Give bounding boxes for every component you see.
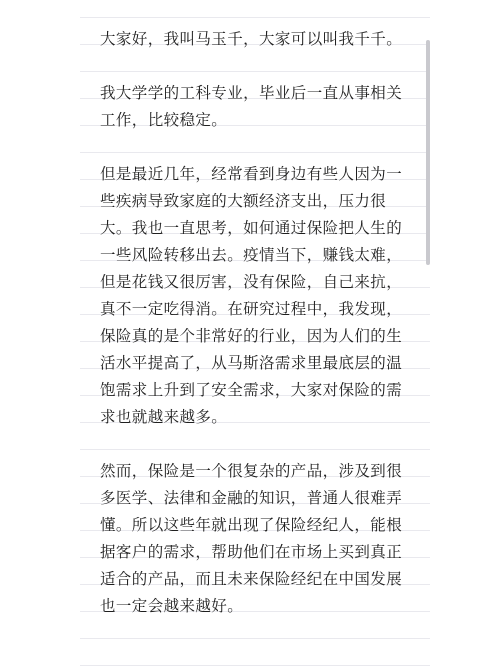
note-paragraph-intro: 大家好，我叫马玉千，大家可以叫我千千。	[100, 30, 403, 48]
note-body[interactable]	[100, 26, 412, 647]
note-paragraph-insurance-broker: 然而，保险是一个很复杂的产品，涉及到很多医学、法律和金融的知识，普通人很难弄懂。所以这些年就出现了保险经纪人，能根据客户的需求，帮助他们在市场上买到真正适合的产品，而且未来保险经纪在中国发展也一定会越来越好。	[100, 462, 403, 615]
note-paragraph-education: 我大学学的工科专业，毕业后一直从事相关工作，比较稳定。	[100, 84, 403, 129]
note-paragraph-motivation: 但是最近几年，经常看到身边有些人因为一些疾病导致家庭的大额经济支出，压力很大。我也一直思考，如何通过保险把人生的一些风险转移出去。疫情当下，赚钱太难，但是花钱又很厉害，没有保险，自己来抗，真不一定吃得消。在研究过程中，我发现，保险真的是个非常好的行业，因为人们的生活水平提高了，从马斯洛需求里最底层的温饱需求上升到了安全需求，大家对保险的需求也就越来越多。	[100, 165, 403, 426]
vertical-scrollbar[interactable]	[426, 40, 430, 265]
